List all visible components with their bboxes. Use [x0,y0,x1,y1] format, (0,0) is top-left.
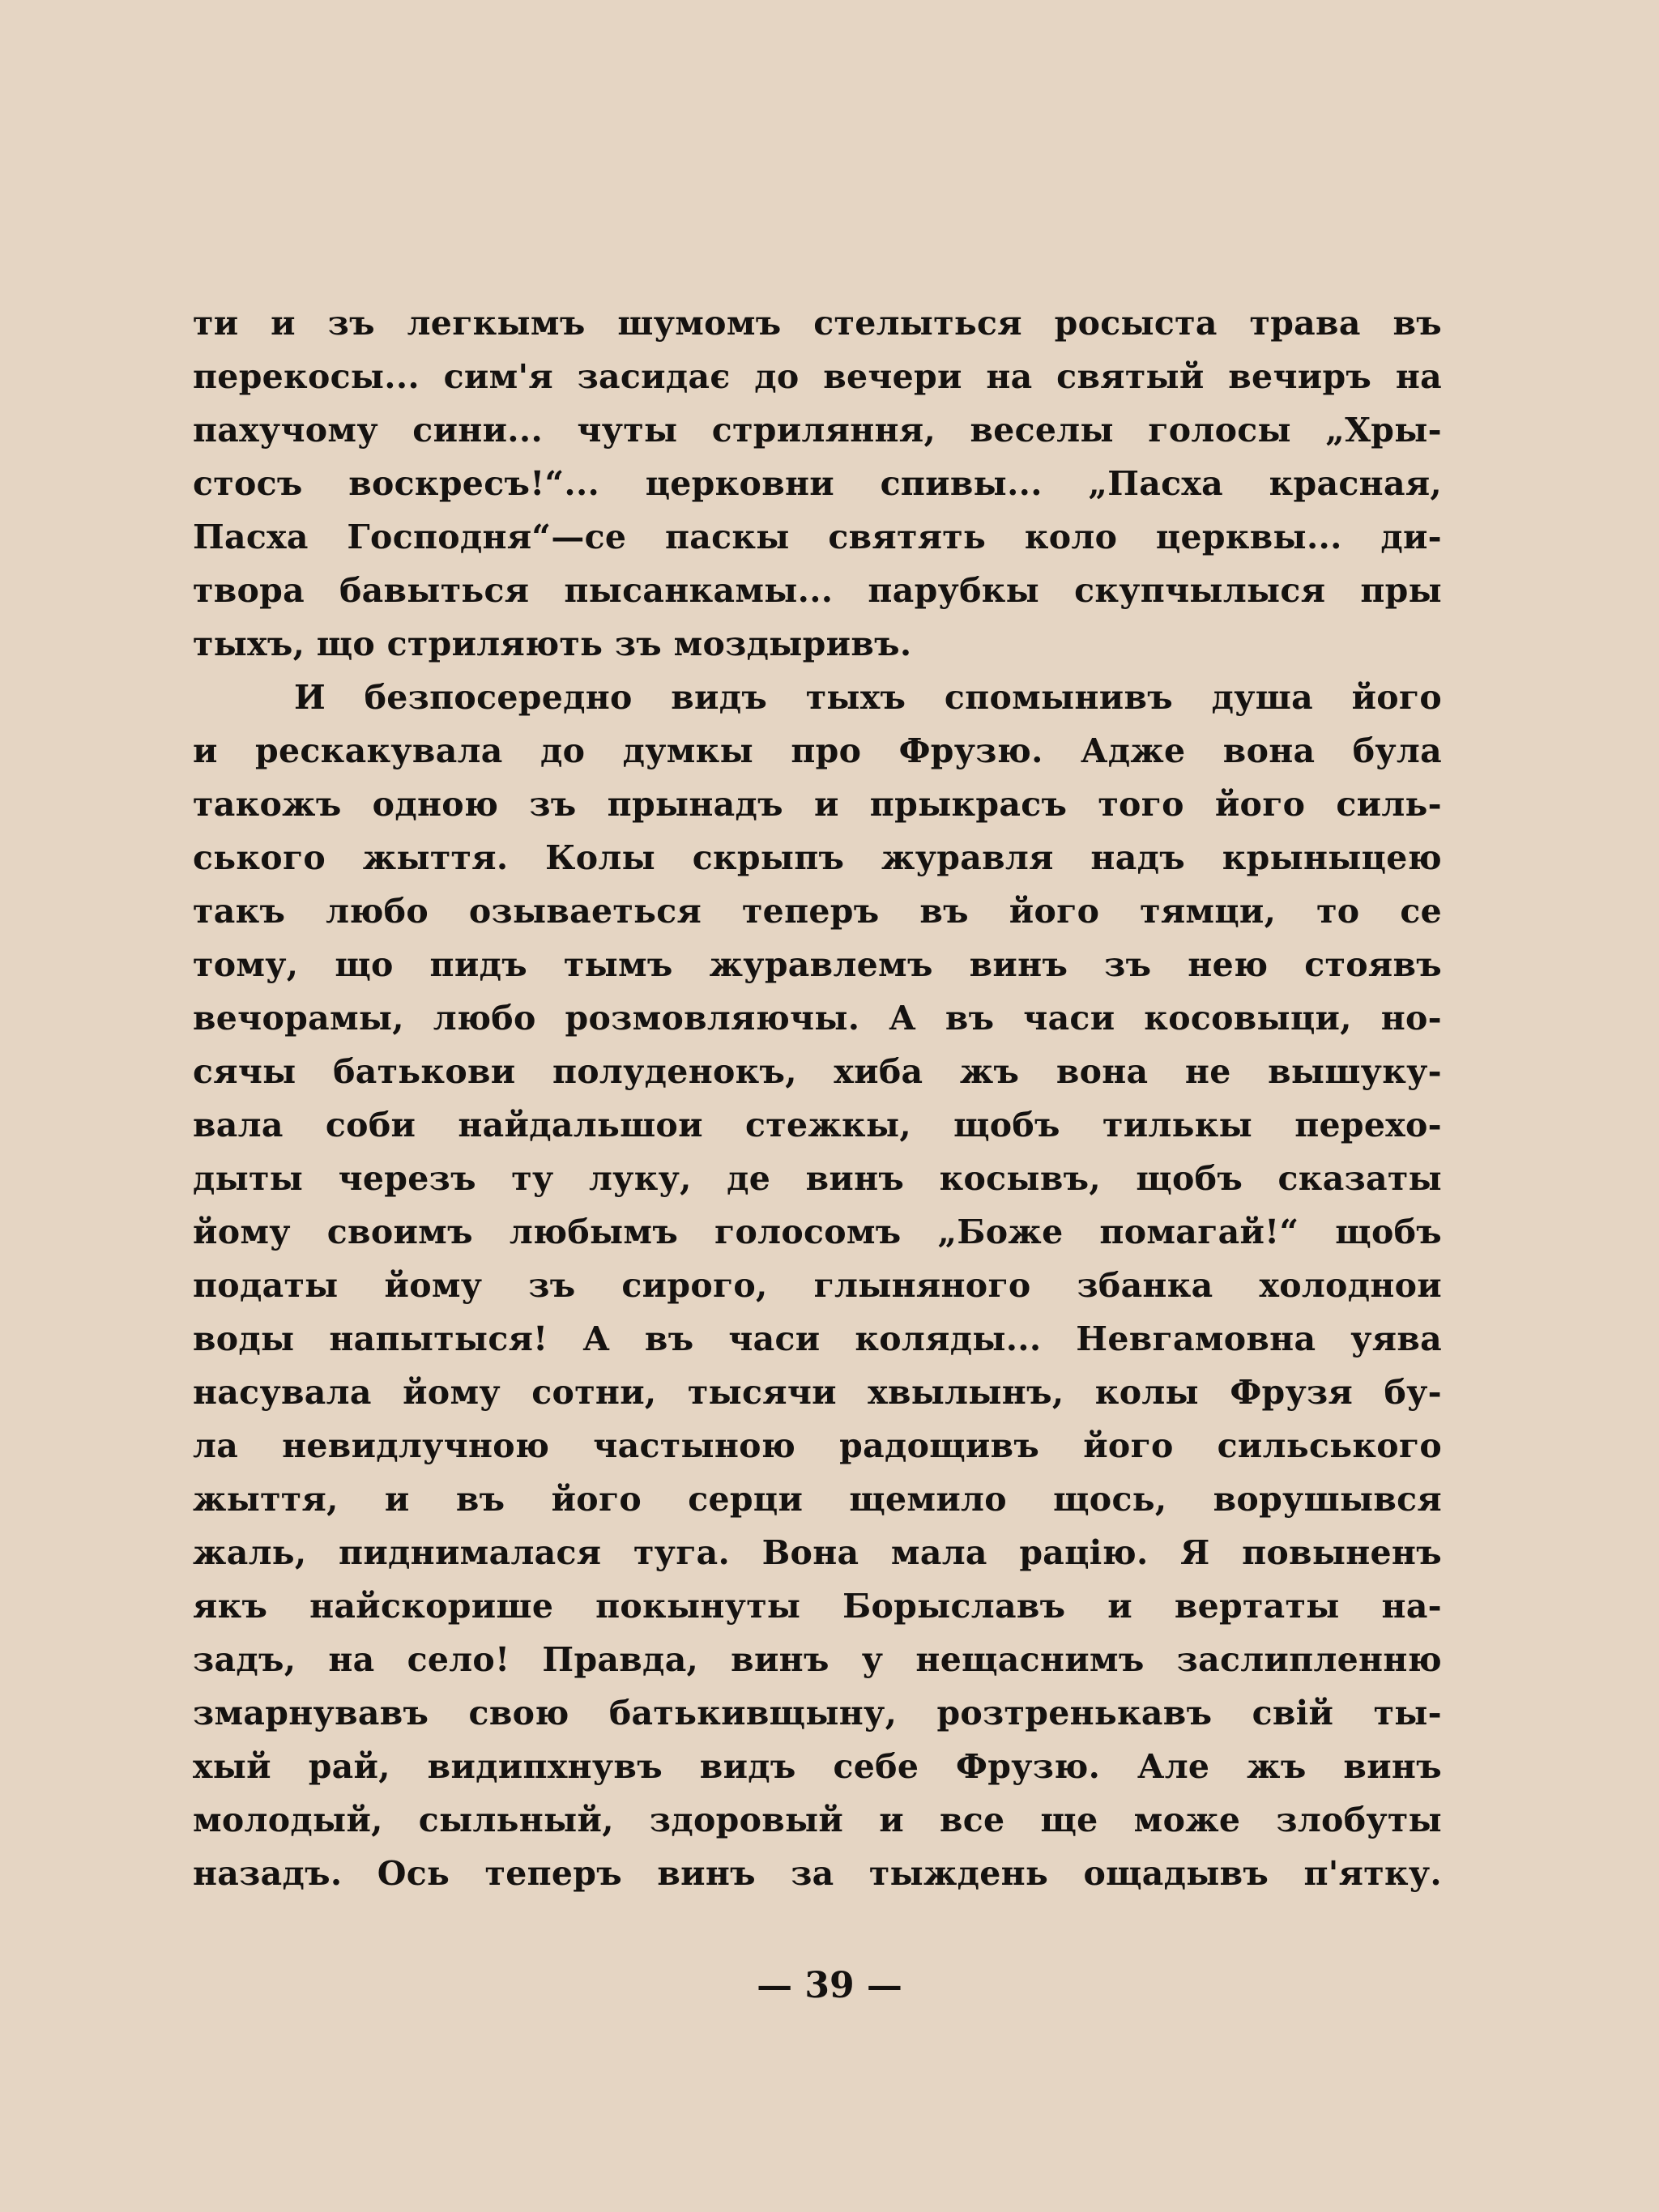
paragraph-first-line: И безпосередно видъ тыхъ спомынивъ душа його [294,678,1442,717]
text-line: змарнувавъ свою батькивщыну, розтренькавъ свій ты- [193,1694,1442,1733]
text-line: вала соби найдальшои стежкы, щобъ тилькы перехо- [193,1106,1442,1144]
text-line: задъ, на село! Правда, винъ у нещаснимъ заслипленню [193,1640,1442,1679]
text-line: насувала йому сотни, тысячи хвылынъ, колы Фрузя бу- [193,1373,1442,1412]
text-line: йому своимъ любымъ голосомъ „Боже помагай!“ щобъ [193,1213,1442,1251]
text-line: ла невидлучною частыною радощивъ його сильського [193,1426,1442,1465]
text-line: перекосы... сим'я засидає до вечери на святый вечиръ на [193,357,1442,396]
page-text-block [193,296,1442,1900]
text-line: жыття, и въ його серци щемило щось, ворушывся [193,1480,1442,1519]
text-line: пахучому сини... чуты стриляння, веселы голосы „Хры- [193,411,1442,450]
text-line: тыхъ, що стриляють зъ моздыривъ. [193,624,912,663]
text-line: молодый, сыльный, здоровый и все ще може злобуты [193,1801,1442,1839]
text-line: такъ любо озываеться теперъ въ його тямци, то се [193,892,1442,931]
text-line: стосъ воскресъ!“... церковни спивы... „Пасха красная, [193,464,1442,503]
text-line: дыты черезъ ту луку, де винъ косывъ, щобъ сказаты [193,1159,1442,1198]
page-number: — 39 — [757,1965,902,2006]
text-line: податы йому зъ сирого, глыняного збанка холоднои [193,1266,1442,1305]
text-line: такожъ одною зъ прынадъ и прыкрасъ того його силь- [193,785,1442,824]
text-line: Пасха Господня“—се паскы святять коло церквы... ди- [193,518,1442,556]
text-line: твора бавыться пысанкамы... парубкы скупчылыся пры [193,571,1442,610]
text-line: ти и зъ легкымъ шумомъ стелыться росыста трава въ [193,304,1442,343]
text-line: и рескакувала до думкы про Фрузю. Адже вона була [193,731,1442,770]
text-line: назадъ. Ось теперъ винъ за тыждень ощадывъ п'ятку. [193,1854,1442,1893]
text-line: жаль, пиднималася туга. Вона мала рацію. Я повыненъ [193,1533,1442,1572]
text-line: якъ найскорише покынуты Борыславъ и вертаты на- [193,1587,1442,1626]
text-line: ського жыття. Колы скрыпъ журавля надъ крыныцею [193,838,1442,877]
text-line: хый рай, видипхнувъ видъ себе Фрузю. Але жъ винъ [193,1747,1442,1786]
text-line: тому, що пидъ тымъ журавлемъ винъ зъ нею стоявъ [193,945,1442,984]
text-line: вечорамы, любо розмовляючы. А въ часи косовыци, но- [193,999,1442,1038]
text-line: воды напытыся! А въ часи коляды... Невгамовна уява [193,1319,1442,1358]
text-line: сячы батькови полуденокъ, хиба жъ вона не вышуку- [193,1052,1442,1091]
